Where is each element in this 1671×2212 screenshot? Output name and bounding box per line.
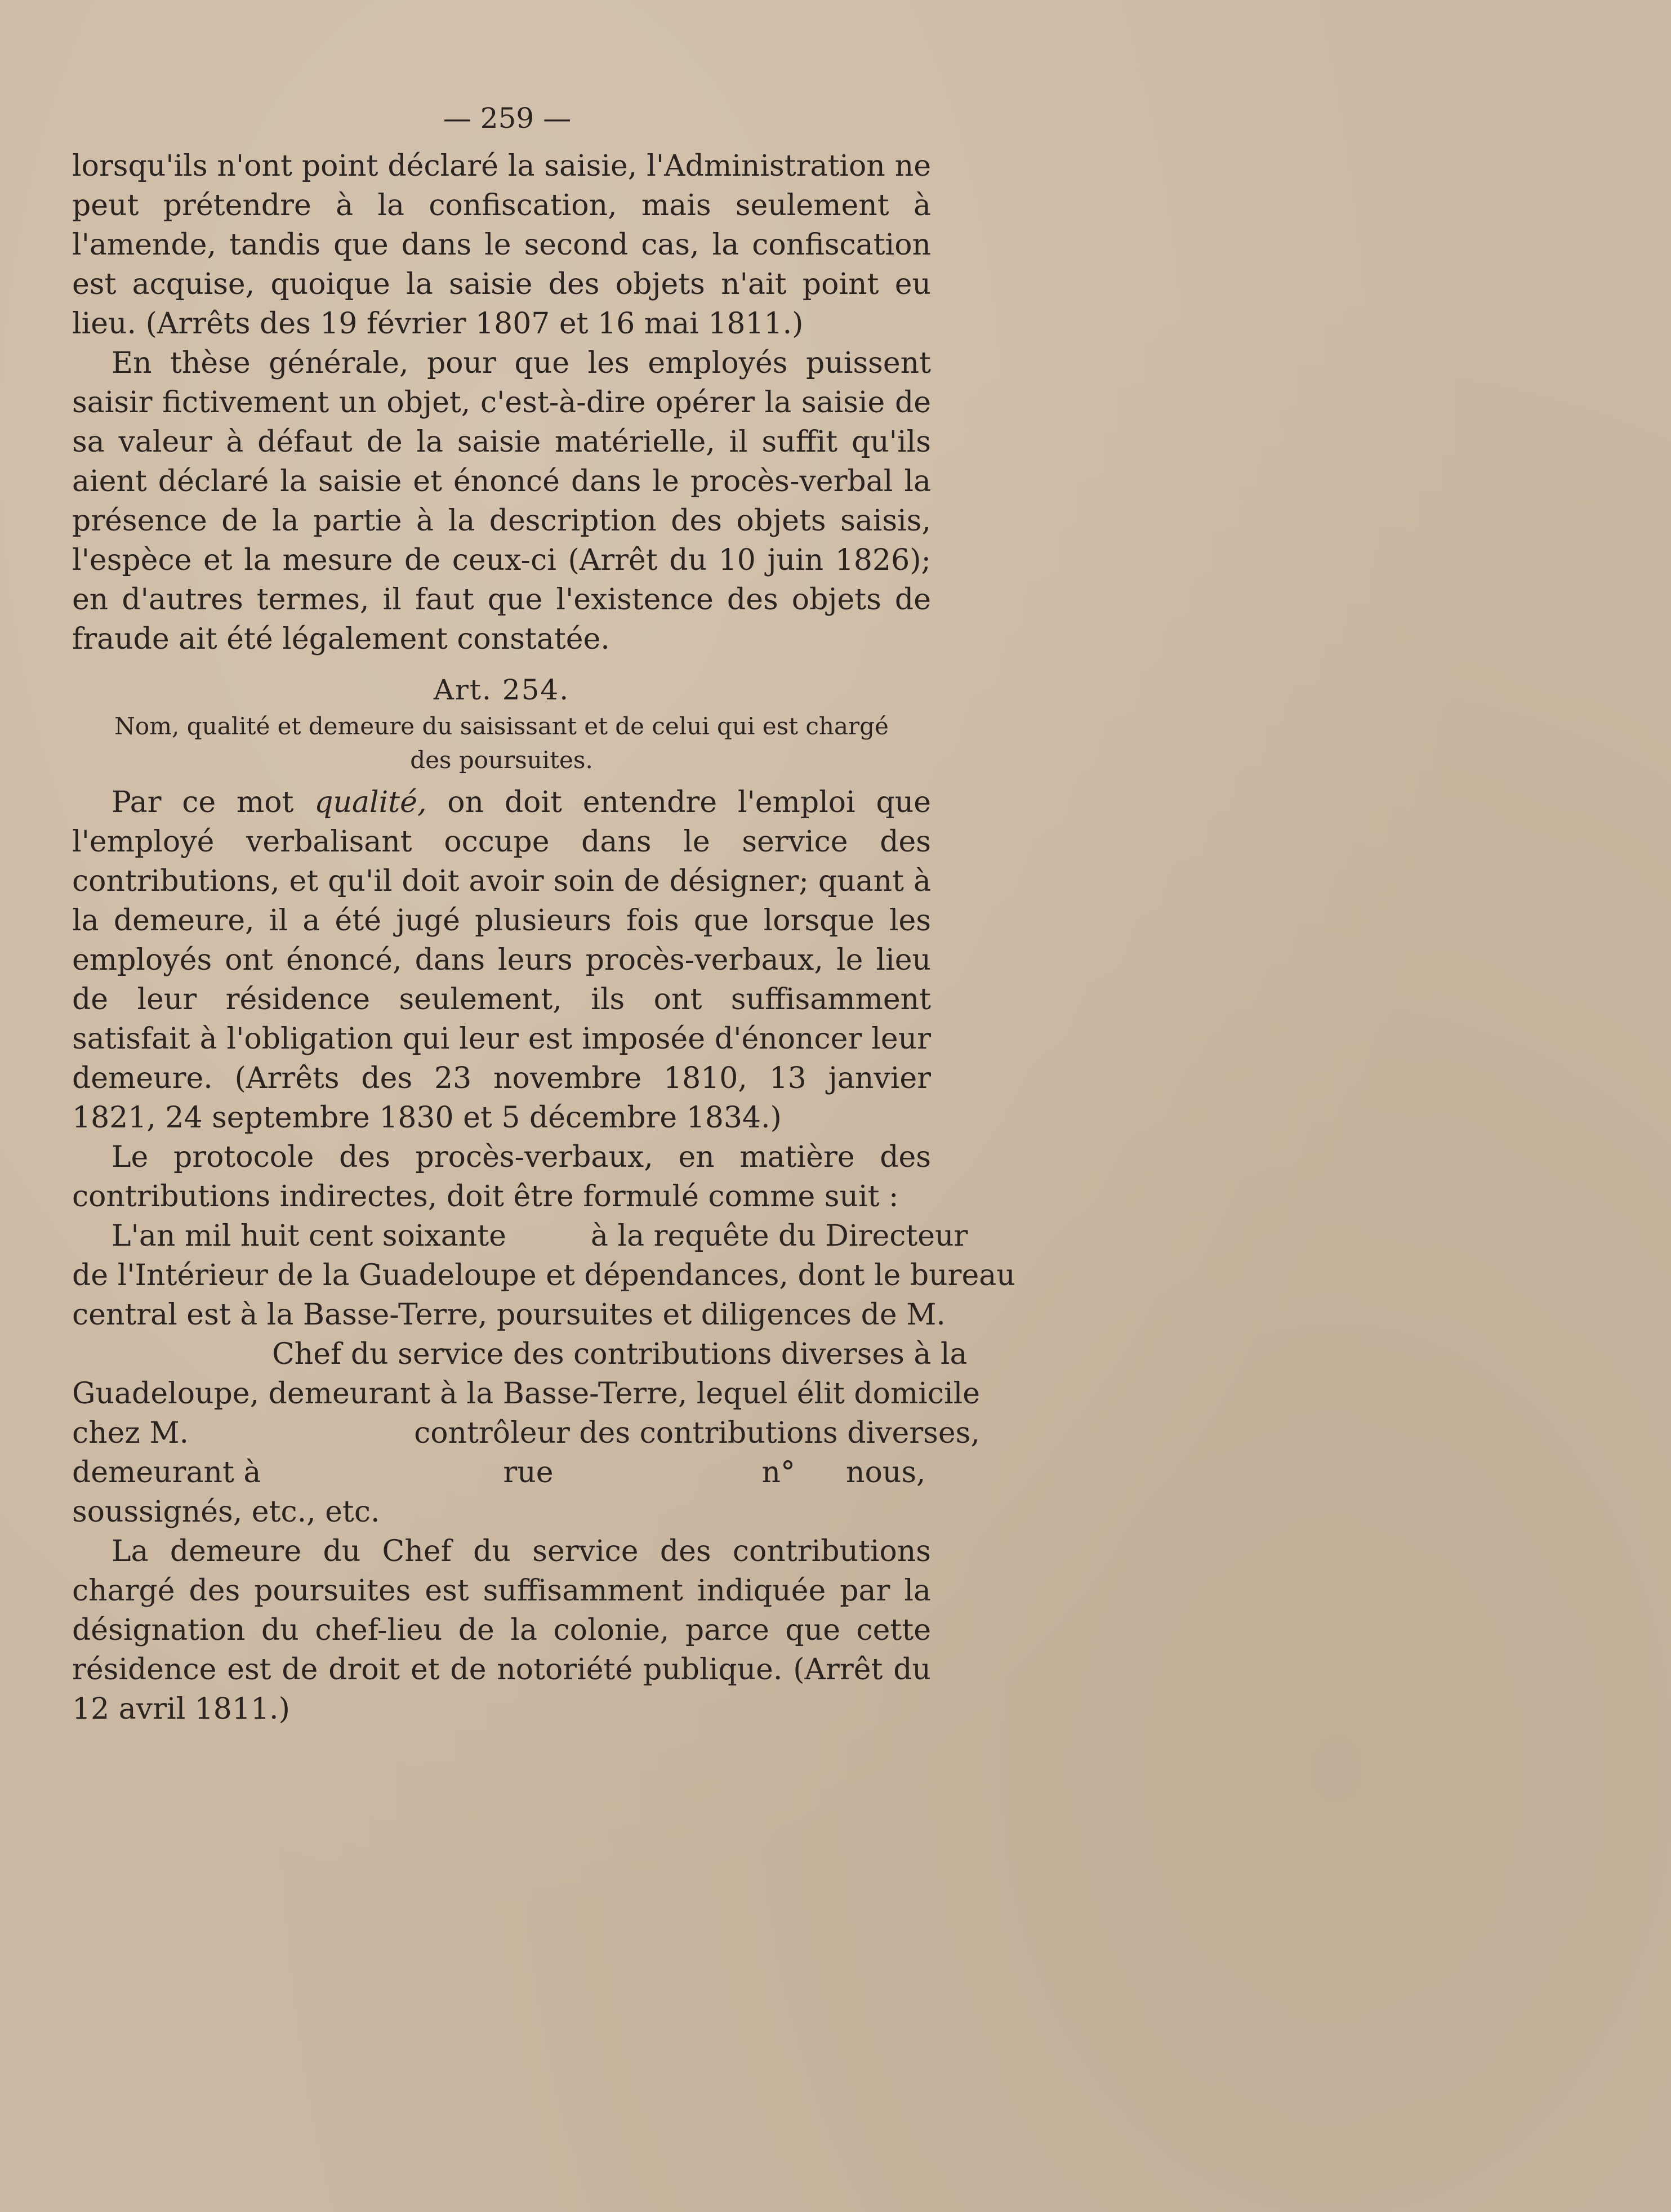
formula-block: [72, 1216, 1015, 1532]
formula-line-1a: L'an mil huit cent soixante: [112, 1219, 506, 1253]
formula-line-7a: demeurant à: [72, 1456, 261, 1489]
paragraph-protocole: [72, 1138, 931, 1216]
formula-line-3: central est à la Basse-Terre, poursuites et diligences de M.: [72, 1298, 946, 1332]
formula-line-4-text: Chef du service des contributions diverses à la: [272, 1337, 968, 1371]
formula-line-8: soussignés, etc., etc.: [72, 1495, 380, 1529]
formula-line-7: [72, 1453, 931, 1492]
paragraph-protocole-text: Le protocole des procès-verbaux, en matière des contributions indirectes, doit être formulé comme suit :: [72, 1140, 931, 1214]
article-subtitle: Nom, qualité et demeure du saisissant et de celui qui est chargé des poursuites.: [114, 712, 889, 774]
formula-line-6a: chez M.: [72, 1416, 189, 1450]
text-column: [72, 96, 1015, 1729]
article-title: Art. 254.: [433, 674, 570, 706]
formula-line-5: Guadeloupe, demeurant à la Basse-Terre, lequel élit domicile: [72, 1377, 981, 1411]
formula-line-7b: rue: [503, 1456, 554, 1489]
paragraph-qualite: [72, 783, 931, 1138]
paragraph-qualite-pre: Par ce mot: [112, 786, 315, 819]
formula-line-7c: n°: [761, 1456, 796, 1489]
paragraph-these-generale: [72, 344, 931, 659]
formula-line-7d: nous,: [846, 1456, 926, 1489]
formula-line-1b: à la requête du Directeur: [590, 1219, 968, 1253]
formula-line-2: de l'Intérieur de la Guadeloupe et dépendances, dont le bureau: [72, 1259, 1015, 1292]
paragraph-final-text: La demeure du Chef du service des contributions chargé des poursuites est suffisamment indiquée par la désignation du chef-lieu de la colonie, parce que cette résidence est de droit et de notoriété publique. (Arrêt du 12 avril 1811.): [72, 1535, 931, 1726]
page-number: — 259 —: [443, 102, 572, 135]
formula-line-4: [72, 1335, 968, 1374]
formula-line-1: [72, 1216, 968, 1256]
paragraph-these-generale-text: En thèse générale, pour que les employés puissent saisir fictivement un objet, c'est-à-dire opérer la saisie de sa valeur à défaut de la saisie matérielle, il suffit qu'ils aient déclaré la saisie et énoncé dans le procès-verbal la présence de la partie à la description des objets saisis, l'espèce et la mesure de ceux-ci (Arrêt du 10 juin 1826); en d'autres termes, il faut que l'existence des objets de fraude ait été légalement constatée.: [72, 346, 931, 656]
paragraph-final: [72, 1532, 931, 1729]
formula-line-6b: contrôleur des contributions diverses,: [414, 1416, 980, 1450]
paragraph-qualite-post: on doit entendre l'emploi que l'employé verbalisant occupe dans le service des contributions, et qu'il doit avoir soin de désigner; quant à la demeure, il a été jugé plusieurs fois que lorsque les employés ont énoncé, dans leurs procès-verbaux, le lieu de leur résidence seulement, ils ont suffisamment satisfait à l'obligation qui leur est imposée d'énoncer leur demeure. (Arrêts des 23 novembre 1810, 13 janvier 1821, 24 septembre 1830 et 5 décembre 1834.): [72, 786, 931, 1135]
paragraph-continuation: lorsqu'ils n'ont point déclaré la saisie, l'Administration ne peut prétendre à la confiscation, mais seulement à l'amende, tandis que dans le second cas, la confiscation est acquise, quoique la saisie des objets n'ait point eu lieu. (Arrêts des 19 février 1807 et 16 mai 1811.): [72, 149, 931, 341]
paragraph-qualite-em: qualité,: [314, 786, 427, 819]
formula-line-6: [72, 1413, 980, 1453]
